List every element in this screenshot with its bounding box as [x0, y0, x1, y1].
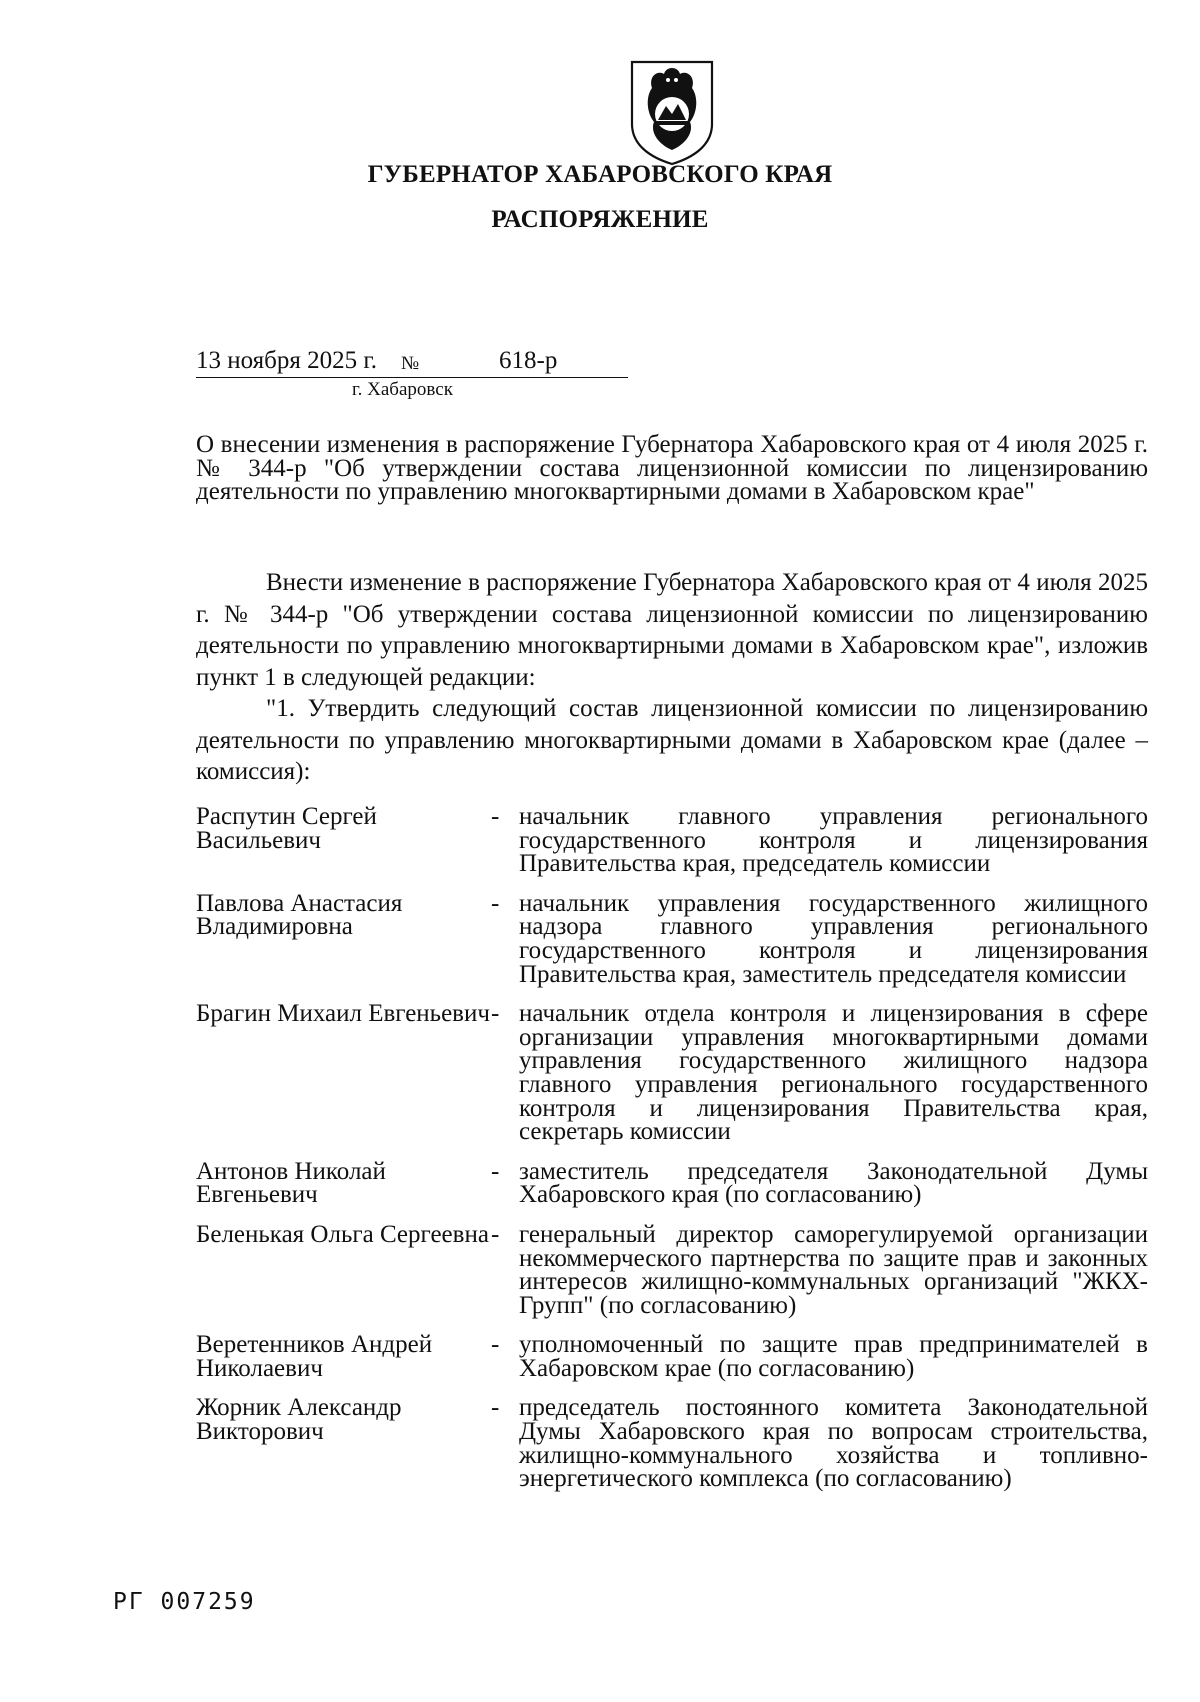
member-row: [196, 1333, 1148, 1380]
member-row: [196, 1220, 1148, 1319]
member-dash: -: [491, 803, 500, 830]
body-paragraph-1: Внести изменение в распоряжение Губернатора Хабаровского края от 4 июля 2025 г. № 344-р "Об утверждении состава лицензионной комиссии по лицензированию деятельности по управлению многоквартирными домами в Хабаровском крае", изложив пункт 1 в следующей редакции:: [196, 569, 1148, 691]
commission-members: [196, 805, 1148, 1491]
member-name: Беленькая Ольга Сергеевна: [196, 1220, 489, 1248]
member-name: Жорник Александр Викторович: [196, 1394, 402, 1446]
member-dash: -: [491, 1331, 500, 1359]
member-dash: -: [491, 889, 500, 917]
member-dash: -: [491, 1220, 500, 1248]
document-body: [196, 567, 1148, 788]
member-dash: -: [491, 1000, 500, 1028]
member-name: Распутин Сергей Васильевич: [196, 803, 377, 854]
member-position: начальник отдела контроля и лицензирования в сфере организации управления многоквартирными домами управления государственного жилищного надзора главного управления регионального государственного контроля и лицензирования Правительства края, секретарь комиссии: [519, 1000, 1148, 1146]
member-name: Антонов Николай Евгеньевич: [196, 1157, 386, 1209]
member-row: [196, 805, 1148, 876]
member-name: Брагин Михаил Евгеньевич: [196, 1000, 490, 1028]
member-row: [196, 1394, 1148, 1493]
member-dash: -: [491, 1157, 500, 1185]
governor-title: ГУБЕРНАТОР ХАБАРОВСКОГО КРАЯ: [367, 161, 833, 188]
coat-of-arms-icon: [628, 58, 716, 166]
member-position: председатель постоянного комитета Законодательной Думы Хабаровского края по вопросам строительства, жилищно-коммунального хозяйства и топливно-энергетического комплекса (по согласованию): [519, 1394, 1148, 1493]
document-subject: О внесении изменения в распоряжение Губернатора Хабаровского края от 4 июля 2025 г. № 344-р "Об утверждении состава лицензионной комиссии по лицензированию деятельности по управлению многоквартирными домами в Хабаровском крае": [196, 431, 1148, 505]
member-row: [196, 889, 1148, 988]
member-position: уполномоченный по защите прав предпринимателей в Хабаровском крае (по согласованию): [519, 1331, 1148, 1382]
member-position: заместитель председателя Законодательной Думы Хабаровского края (по согласованию): [519, 1157, 1148, 1209]
document-city: г. Хабаровск: [352, 379, 453, 400]
document-type: РАСПОРЯЖЕНИЕ: [491, 206, 709, 233]
member-row: [196, 1002, 1148, 1144]
body-paragraph-2: "1. Утвердить следующий состав лицензионной комиссии по лицензированию деятельности по управлению многоквартирными домами в Хабаровском крае (далее – комиссия):: [196, 695, 1148, 785]
member-name: Павлова Анастасия Владимировна: [196, 889, 403, 941]
member-position: начальник главного управления регионального государственного контроля и лицензирования Правительства края, председатель комиссии: [519, 803, 1148, 878]
document-number: 618-р: [499, 347, 558, 374]
member-position: начальник управления государственного жилищного надзора главного управления регионального государственного контроля и лицензирования Правительства края, заместитель председателя комиссии: [519, 889, 1148, 988]
document-date: 13 ноября 2025 г.: [196, 347, 378, 374]
registration-line: [196, 347, 628, 378]
member-dash: -: [491, 1394, 500, 1422]
registration-mark: РГ 007259: [113, 1589, 256, 1615]
member-name: Веретенников Андрей Николаевич: [196, 1331, 433, 1382]
member-position: генеральный директор саморегулируемой организации некоммерческого партнерства по защите прав и законных интересов жилищно-коммунальных организаций "ЖКХ-Групп" (по согласованию): [519, 1220, 1148, 1319]
member-row: [196, 1157, 1148, 1209]
number-sign: №: [401, 353, 420, 374]
